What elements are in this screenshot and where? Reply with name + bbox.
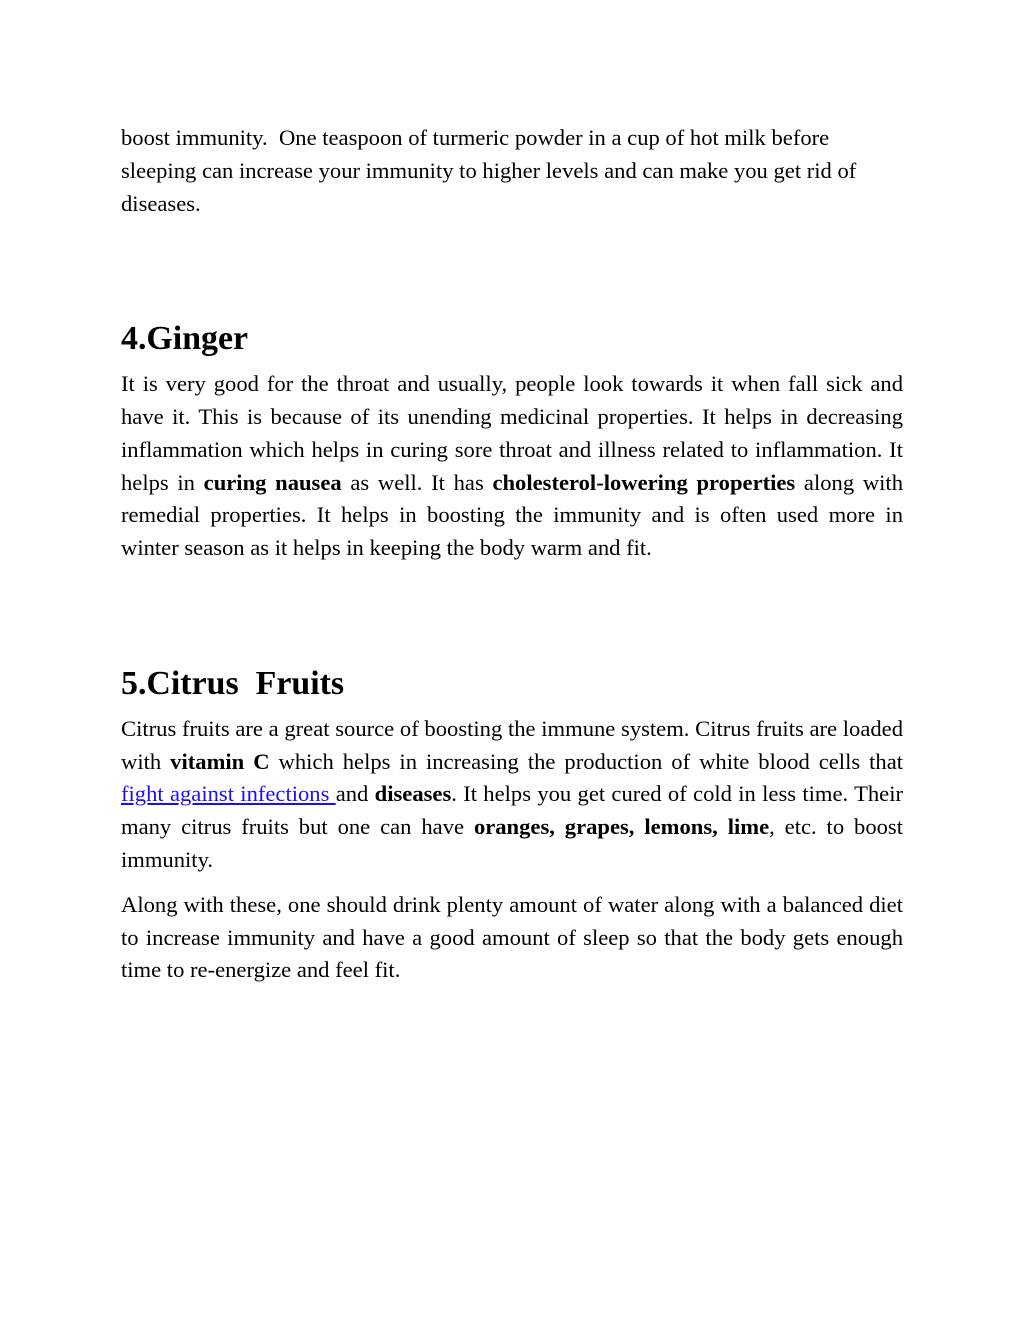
ginger-text-2: as well. It has bbox=[341, 469, 493, 495]
citrus-text-3: and bbox=[335, 781, 375, 807]
ginger-bold-curing-nausea: curing nausea bbox=[203, 469, 342, 495]
citrus-heading: 5.Citrus Fruits bbox=[121, 664, 345, 702]
fight-infections-link[interactable]: fight against infections bbox=[121, 781, 336, 807]
ginger-text-3: along with remedial properties. It helps in boosting the immunity and is often used more in winter season as it helps in keeping the body warm and fit. bbox=[121, 469, 903, 561]
ginger-bold-cholesterol: cholesterol-lowering properties bbox=[492, 469, 796, 495]
citrus-text-2: which helps in increasing the production of white blood cells that bbox=[269, 748, 904, 774]
citrus-paragraph bbox=[121, 713, 903, 877]
citrus-text-1: Citrus fruits are a great source of boosting the immune system. Citrus fruits are loaded with bbox=[121, 715, 903, 774]
citrus-text-5: , etc. to boost immunity. bbox=[121, 814, 903, 872]
citrus-bold-fruit-list: oranges, grapes, lemons, lime bbox=[473, 814, 770, 840]
intro-paragraph: boost immunity. One teaspoon of turmeric powder in a cup of hot milk before sleeping can increase your immunity to higher levels and can make you get rid of diseases. bbox=[121, 125, 857, 216]
ginger-heading: 4.Ginger bbox=[121, 320, 249, 358]
citrus-bold-vitamin-c: vitamin C bbox=[170, 748, 270, 774]
citrus-bold-diseases: diseases bbox=[374, 781, 452, 807]
citrus-section bbox=[121, 664, 904, 987]
citrus-text-4: . It helps you get cured of cold in less time. Their many citrus fruits but one can have bbox=[121, 781, 903, 840]
ginger-text-1: It is very good for the throat and usually, people look towards it when fall sick and have it. This is because of its unending medicinal properties. It helps in decreasing inflammation which helps in curing sore throat and illness related to inflammation. It helps in bbox=[121, 371, 903, 495]
ginger-paragraph bbox=[121, 368, 903, 565]
ginger-section bbox=[121, 320, 903, 565]
closing-paragraph: Along with these, one should drink plenty amount of water along with a balanced diet to increase immunity and have a good amount of sleep so that the body gets enough time to re-energize and feel fit. bbox=[121, 891, 903, 983]
document-page bbox=[121, 122, 903, 987]
